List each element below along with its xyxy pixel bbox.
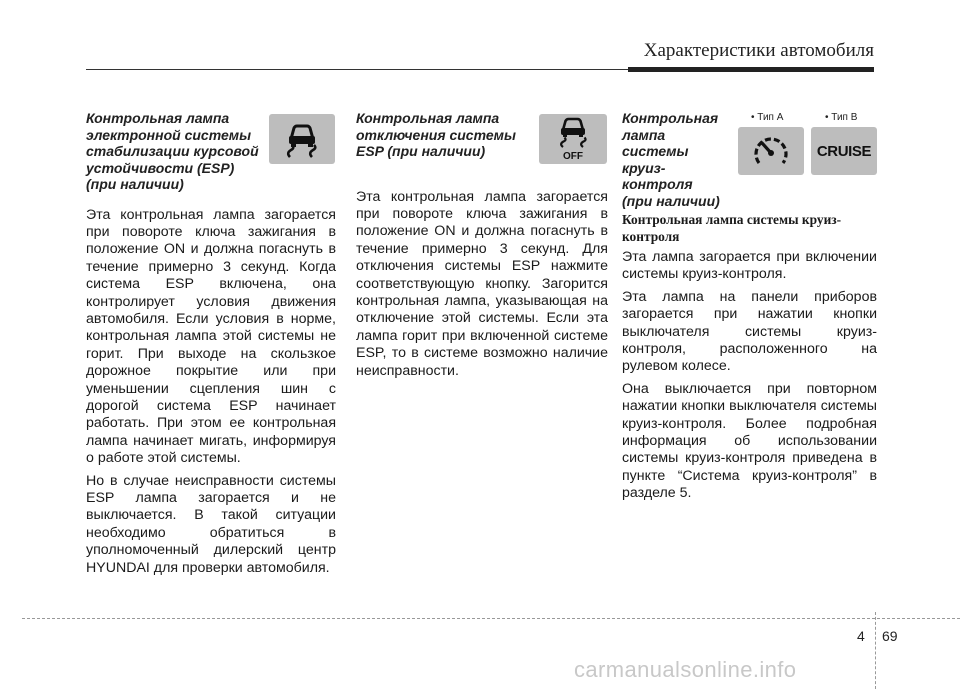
cruise-icon-text: CRUISE [816, 142, 872, 160]
type-a-label: • Тип A [751, 112, 784, 123]
speedometer-cruise-icon [738, 127, 804, 175]
watermark: carmanualsonline.info [574, 657, 797, 682]
esp-heading-line: стабилизации курсовой [86, 143, 259, 159]
header-rule-accent [628, 67, 874, 72]
esp-off-icon-text: OFF [563, 151, 583, 162]
esp-off-paragraph: Эта контрольная лампа загорается при повороте ключа зажигания в положение ON и должна погаснуть в течение примерно 3 секунд. Для отключения системы ESP нажмите соответствующую кнопку. Загорится контрольная лампа, указывающая на отключение этой системы. Если эта лампа горит при включенной системе ESP, то в системе возможно наличие неисправности. [356, 188, 608, 379]
cruise-heading-line: (при наличии) [622, 192, 720, 209]
cruise-paragraph-3: Она выключается при повторном нажатии кнопки выключателя системы круиз-контроля. Более подробная информация об использовании системы круиз-контроля приведена в пункте “Система круиз-контроля” в разделе 5. [622, 380, 877, 502]
esp-off-icon [539, 114, 607, 164]
esp-skid-car-icon [269, 114, 335, 164]
chapter-number: 4 [857, 628, 865, 644]
type-b-label: • Тип B [825, 112, 858, 123]
esp-heading-line: электронной системы [86, 126, 252, 143]
esp-paragraph-1: Эта контрольная лампа загорается при повороте ключа зажигания в положение ON и должна погаснуть в течение примерно 3 секунд. Когда система ESP включена, она контролирует условия движения автомобиля. Если условия в норме, контрольная лампа этой системы не горит. При выходе на скользкое дорожное покрытие или при уменьшении сцепления шин с дорогой система ESP начинает работать. При этом ее контрольная лампа начинает мигать, информируя о работе этой системы. [86, 206, 336, 467]
esp-off-heading [356, 110, 536, 160]
cruise-paragraph-2: Эта лампа на панели приборов загорается при нажатии кнопки выключателя системы круиз-контроля, расположенного на рулевом колесе. [622, 288, 877, 375]
cruise-heading-line: системы [622, 143, 689, 159]
cruise-heading-line: лампа [622, 126, 666, 143]
page-number: 69 [882, 628, 898, 644]
footer-rule [22, 618, 960, 619]
esp-heading [86, 110, 266, 193]
cruise-text-icon [811, 127, 877, 175]
esp-heading-line: Контрольная лампа [86, 110, 230, 126]
esp-off-heading-line: Контрольная лампа [356, 110, 500, 126]
cruise-heading-line: Контрольная [622, 110, 719, 126]
footer-divider [875, 612, 876, 689]
cruise-heading-line: круиз- [622, 159, 666, 176]
esp-heading-line: (при наличии) [86, 176, 184, 192]
esp-off-heading-line: ESP (при наличии) [356, 143, 486, 159]
esp-off-heading-line: отключения системы [356, 126, 516, 143]
esp-section [86, 110, 336, 577]
cruise-heading [622, 110, 732, 209]
esp-heading-line: устойчивости (ESP) [86, 159, 235, 176]
cruise-heading-line: контроля [622, 176, 693, 192]
page-header-title: Характеристики автомобиля [643, 40, 874, 61]
cruise-subheading: Контрольная лампа системы круиз-контроля [622, 212, 842, 244]
esp-paragraph-2: Но в случае неисправности системы ESP лампа загорается и не выключается. В такой ситуации необходимо обратиться в уполномоченный дилерский центр HYUNDAI для проверки автомобиля. [86, 472, 336, 576]
cruise-paragraph-1: Эта лампа загорается при включении системы круиз-контроля. [622, 249, 877, 283]
